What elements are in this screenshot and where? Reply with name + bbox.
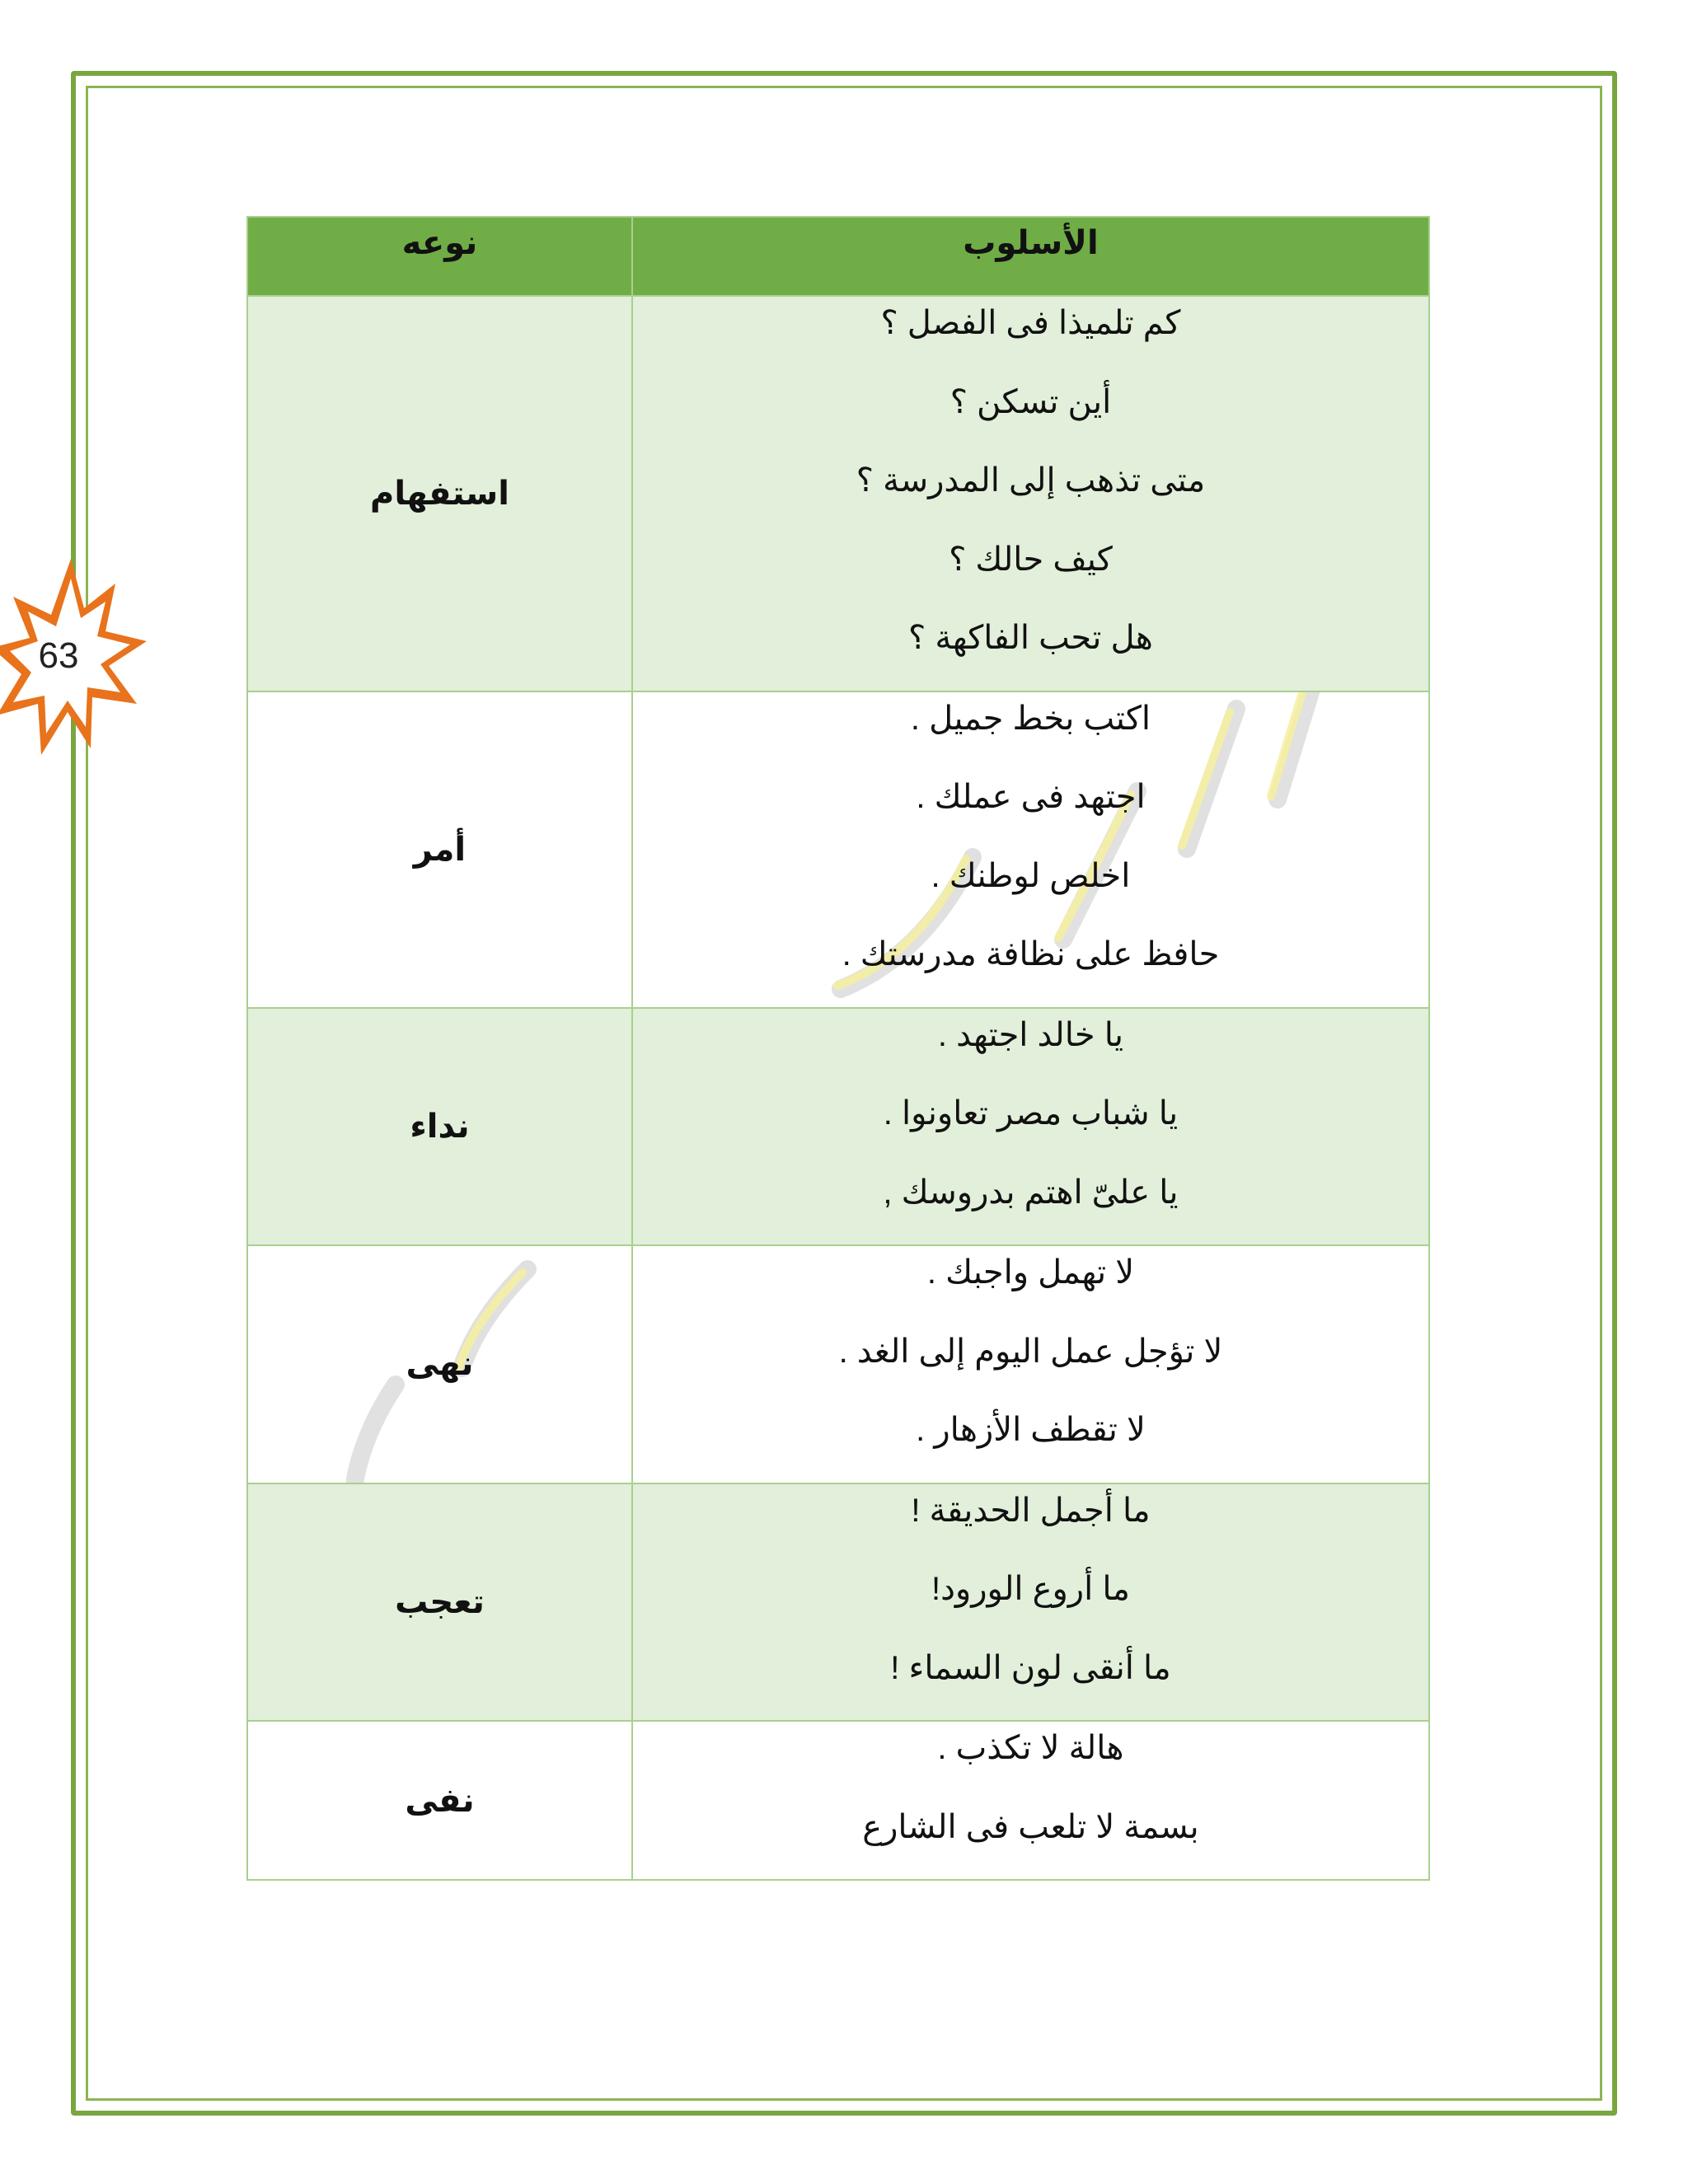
header-type: نوعه [247, 217, 632, 296]
example-line: لا تؤجل عمل اليوم إلى الغد . [838, 1333, 1223, 1370]
page-number: 63 [38, 635, 79, 676]
example-line: لا تهمل واجبك . [926, 1254, 1135, 1291]
example-line: يا شباب مصر تعاونوا . [883, 1095, 1179, 1132]
example-line: ما أروع الورود! [931, 1571, 1130, 1607]
type-cell: نهى [247, 1245, 632, 1483]
example-line: ما أجمل الحديقة ! [911, 1492, 1151, 1529]
table-row [247, 1721, 1429, 1880]
example-line: اخلص لوطنك . [931, 857, 1131, 894]
examples-cell [632, 1721, 1429, 1880]
styles-table [246, 216, 1430, 1881]
examples-cell [632, 1008, 1429, 1246]
example-line: لا تقطف الأزهار . [916, 1412, 1146, 1448]
example-line: أين تسكن ؟ [950, 383, 1112, 420]
example-line: كم تلميذا فى الفصل ؟ [880, 305, 1181, 341]
examples-cell [632, 296, 1429, 691]
table-header-row [247, 217, 1429, 296]
examples-cell [632, 1245, 1429, 1483]
example-line: يا علىّ اهتم بدروسك , [883, 1174, 1179, 1211]
type-cell: تعجب [247, 1483, 632, 1722]
examples-cell [632, 1483, 1429, 1722]
header-style: الأسلوب [632, 217, 1429, 296]
type-cell: نفى [247, 1721, 632, 1880]
type-cell: نداء [247, 1008, 632, 1246]
example-line: حافظ على نظافة مدرستك . [842, 936, 1220, 972]
example-line: اجتهد فى عملك . [916, 779, 1146, 815]
example-line: متى تذهب إلى المدرسة ؟ [856, 462, 1206, 499]
example-line: يا خالد اجتهد . [937, 1016, 1124, 1053]
examples-cell [632, 691, 1429, 1008]
type-cell: استفهام [247, 296, 632, 691]
type-cell: أمر [247, 691, 632, 1008]
table-row [247, 1008, 1429, 1246]
example-line: اكتب بخط جميل . [910, 700, 1151, 737]
table-row [247, 691, 1429, 1008]
example-line: بسمة لا تلعب فى الشارع [862, 1808, 1199, 1845]
table-row [247, 1483, 1429, 1722]
example-line: هل تحب الفاكهة ؟ [908, 620, 1153, 656]
example-line: هالة لا تكذب . [937, 1730, 1124, 1766]
example-line: كيف حالك ؟ [949, 541, 1113, 578]
example-line: ما أنقى لون السماء ! [890, 1649, 1171, 1686]
table-row [247, 1245, 1429, 1483]
table-row [247, 296, 1429, 691]
